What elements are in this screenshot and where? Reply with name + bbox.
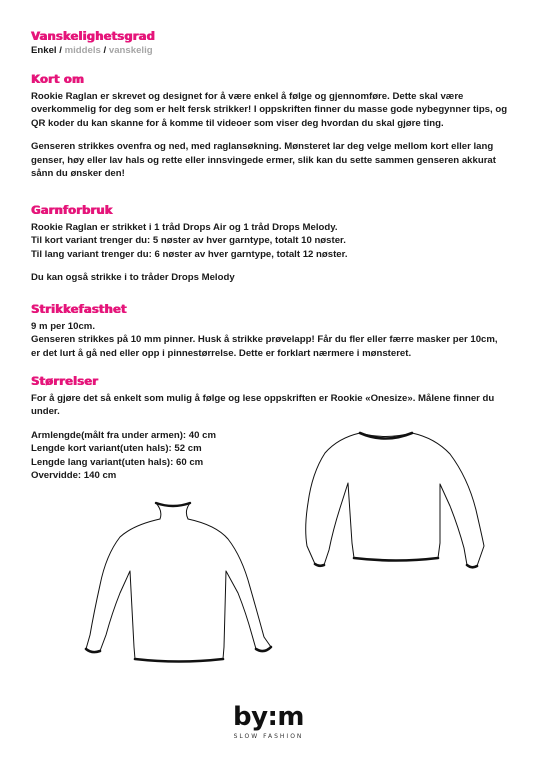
gauge-heading: Strikkefasthet xyxy=(31,302,127,316)
about-paragraph-1: Rookie Raglan er skrevet og designet for å være enkel å følge og gjennomføre. Dette skal være overkommelig for deg som er helt fersk strikker! I oppskriften finner du masse gode nybegynner tips, og QR koder du kan skanne for å komme til videoer som viser deg hvordan du skal gjøre ting. xyxy=(31,91,508,129)
level-medium: middels xyxy=(64,45,101,56)
yarn-heading: Garnforbruk xyxy=(31,203,113,217)
gauge-line-1: 9 m per 10cm. xyxy=(31,321,95,332)
measurement-item: Armlengde(målt fra under armen): 40 cm xyxy=(31,429,216,441)
about-paragraph-2: Genseren strikkes ovenfra og ned, med raglansøkning. Mønsteret lar deg velge mellom kort eller lang genser, høy eller lav hals og rette eller innsvingede ermer, slik kan du sette sammen genseren akkurat sånn du ønsker den! xyxy=(31,141,496,180)
yarn-line-2: Til kort variant trenger du: 5 nøster av hver garntype, totalt 10 nøster. xyxy=(31,235,346,247)
gauge-section xyxy=(31,302,509,360)
level-separator: / xyxy=(100,45,109,56)
sweater-short-illustration xyxy=(290,418,520,583)
level-separator: / xyxy=(56,45,65,56)
measurement-item: Lengde kort variant(uten hals): 52 cm xyxy=(31,443,202,455)
level-easy: Enkel xyxy=(31,45,57,56)
about-section xyxy=(31,72,509,180)
about-heading: Kort om xyxy=(31,72,85,86)
difficulty-heading: Vanskelighetsgrad xyxy=(31,29,155,43)
level-hard: vanskelig xyxy=(108,45,153,56)
yarn-line-3: Til lang variant trenger du: 6 nøster av hver garntype, totalt 12 nøster. xyxy=(31,248,348,260)
sweater-long-illustration xyxy=(78,497,293,677)
yarn-line-4: Du kan også strikke i to tråder Drops Melody xyxy=(31,272,235,284)
sizes-heading: Størrelser xyxy=(31,374,99,388)
brand-logo xyxy=(0,702,537,740)
logo-tagline: SLOW FASHION xyxy=(233,733,304,740)
measurement-item: Lengde lang variant(uten hals): 60 cm xyxy=(31,456,204,468)
yarn-section xyxy=(31,203,509,285)
sizes-intro: For å gjøre det så enkelt som mulig å følge og lese oppskriften er Rookie «Onesize». Målene finner du under. xyxy=(31,393,495,418)
logo-wordmark: by:m xyxy=(232,702,305,732)
difficulty-section xyxy=(31,29,509,56)
measurement-item: Overvidde: 140 cm xyxy=(31,470,117,482)
gauge-line-2: Genseren strikkes på 10 mm pinner. Husk å strikke prøvelapp! Får du fler eller færre masker per 10cm, er det lurt å gå ned eller opp i pinnestørrelse. Dette er forklart nærmere i mønsteret. xyxy=(31,334,498,359)
difficulty-levels xyxy=(31,45,509,56)
yarn-line-1: Rookie Raglan er strikket i 1 tråd Drops Air og 1 tråd Drops Melody. xyxy=(31,222,338,233)
